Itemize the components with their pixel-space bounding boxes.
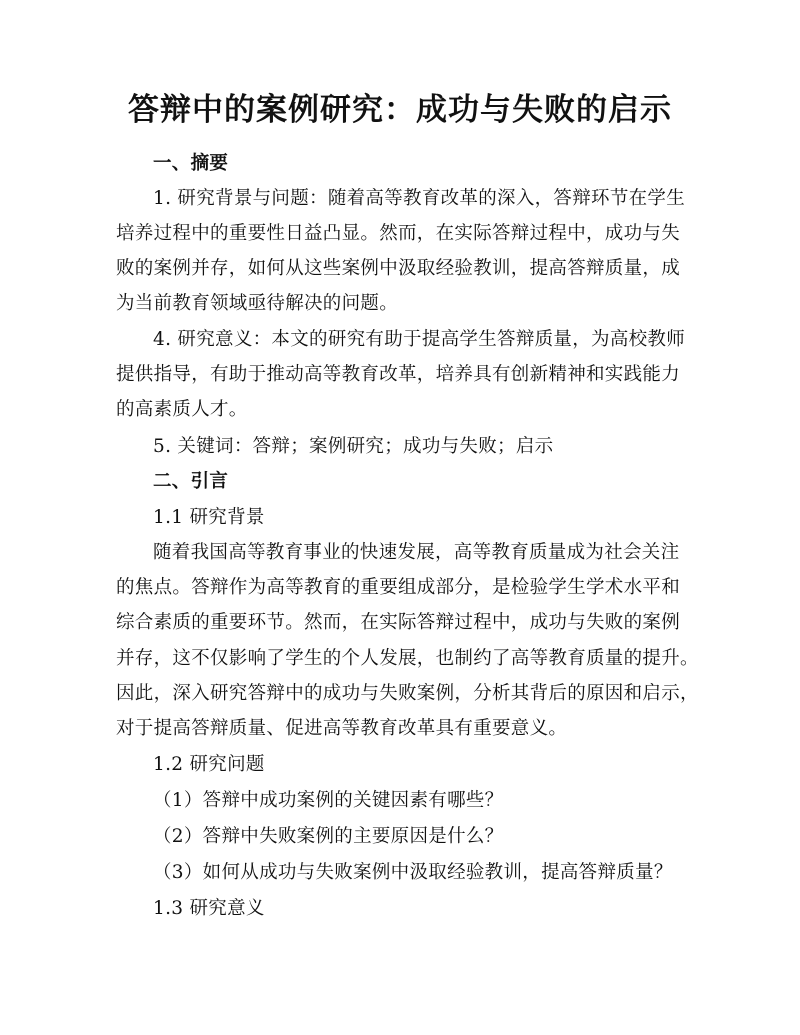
abstract-keywords: 5. 关键词：答辩；案例研究；成功与失败；启示 — [153, 436, 554, 457]
section-heading-introduction: 二、引言 — [153, 471, 229, 492]
abstract-p4-line2: 提供指导，有助于推动高等教育改革，培养具有创新精神和实践能力 — [116, 364, 681, 385]
document-title: 答辩中的案例研究：成功与失败的启示 — [128, 92, 672, 128]
background-line6: 对于提高答辩质量、促进高等教育改革具有重要意义。 — [116, 718, 568, 739]
background-line4: 并存，这不仅影响了学生的个人发展，也制约了高等教育质量的提升。 — [116, 648, 699, 669]
subheading-research-background: 1.1 研究背景 — [153, 507, 265, 528]
background-line3: 综合素质的重要环节。然而，在实际答辩过程中，成功与失败的案例 — [116, 612, 681, 633]
background-line1: 随着我国高等教育事业的快速发展，高等教育质量成为社会关注 — [153, 542, 680, 563]
section-heading-abstract: 一、摘要 — [153, 153, 229, 174]
subheading-research-questions: 1.2 研究问题 — [153, 754, 265, 775]
subheading-research-significance: 1.3 研究意义 — [153, 898, 265, 919]
abstract-p4-line1: 4. 研究意义：本文的研究有助于提高学生答辩质量，为高校教师 — [153, 329, 686, 350]
question-3: （3）如何从成功与失败案例中汲取经验教训，提高答辩质量？ — [153, 862, 673, 883]
background-line2: 的焦点。答辩作为高等教育的重要组成部分，是检验学生学术水平和 — [116, 577, 681, 598]
abstract-p4-line3: 的高素质人才。 — [116, 399, 248, 420]
abstract-p1-line4: 为当前教育领域亟待解决的问题。 — [116, 293, 399, 314]
abstract-p1-line1: 1. 研究背景与问题：随着高等教育改革的深入，答辩环节在学生 — [153, 188, 686, 209]
background-line5: 因此，深入研究答辩中的成功与失败案例，分析其背后的原因和启示， — [116, 683, 699, 704]
abstract-p1-line3: 败的案例并存，如何从这些案例中汲取经验教训，提高答辩质量，成 — [116, 258, 681, 279]
question-1: （1）答辩中成功案例的关键因素有哪些？ — [153, 790, 504, 811]
question-2: （2）答辩中失败案例的主要原因是什么？ — [153, 826, 504, 847]
abstract-p1-line2: 培养过程中的重要性日益凸显。然而，在实际答辩过程中，成功与失 — [116, 223, 681, 244]
